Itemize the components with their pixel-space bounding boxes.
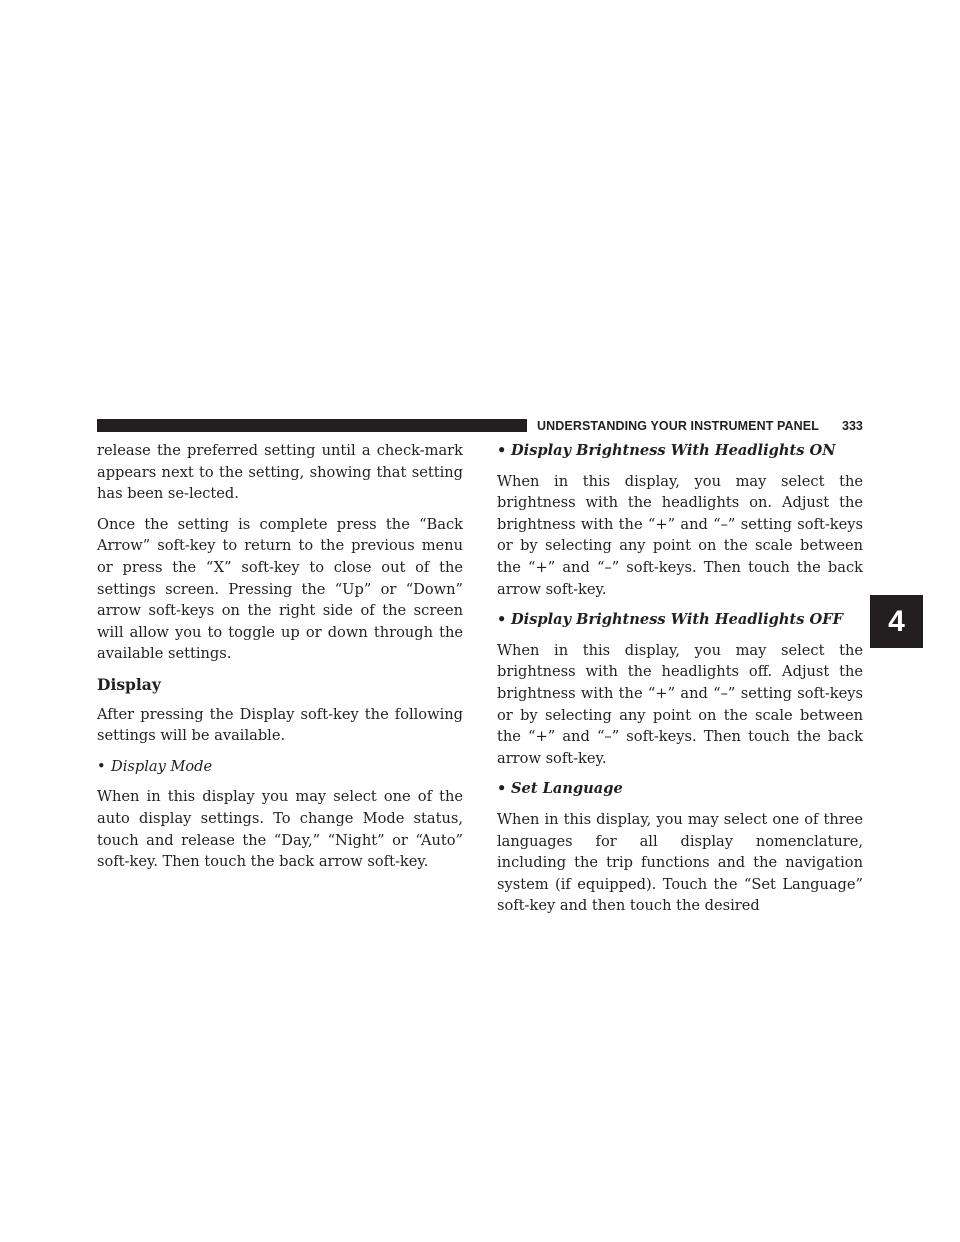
- left-column: [97, 440, 463, 882]
- bullet-set-language: [497, 778, 863, 800]
- bullet-label: Display Brightness With Headlights OFF: [511, 611, 843, 629]
- header-rule: [97, 419, 527, 432]
- bullet-dot-icon: •: [97, 757, 106, 775]
- paragraph-display-intro: After pressing the Display soft-key the following settings will be available.: [97, 705, 463, 745]
- chapter-tab: 4: [870, 595, 923, 648]
- running-header-title: UNDERSTANDING YOUR INSTRUMENT PANEL: [537, 419, 819, 433]
- paragraph-set-language: When in this display, you may select one of three languages for all display nomenclature, including the trip functions and the navigation system (if equipped). Touch the “Set Language” soft-key and then touch the desired: [497, 810, 863, 915]
- paragraph-brightness-off: When in this display, you may select the brightness with the headlights off. Adjust the brightness with the “+” and “–” setting soft-keys or by selecting any point on the scale between the “+” and “–” soft-keys. Then touch the back arrow soft-key.: [497, 641, 863, 767]
- paragraph-continuation: release the preferred setting until a check-mark appears next to the setting, showing that setting has been se-lected.: [97, 442, 463, 503]
- paragraph-brightness-on: When in this display, you may select the brightness with the headlights on. Adjust the brightness with the “+” and “–” setting soft-keys or by selecting any point on the scale between the “+” and “–” soft-keys. Then touch the back arrow soft-key.: [497, 472, 863, 598]
- bullet-label: Display Brightness With Headlights ON: [511, 442, 836, 459]
- bullet-brightness-off: [497, 609, 863, 631]
- bullet-dot-icon: •: [497, 442, 507, 459]
- bullet-display-mode: [97, 756, 463, 778]
- bullet-label: Set Language: [511, 780, 623, 798]
- bullet-label: Display Mode: [111, 757, 213, 775]
- bullet-dot-icon: •: [497, 780, 507, 798]
- right-column: [497, 440, 863, 926]
- paragraph-display-mode: When in this display you may select one of the auto display settings. To change Mode status, touch and release the “Day,” “Night” or “Auto” soft-key. Then touch the back arrow soft-key.: [97, 788, 463, 871]
- page-number: 333: [842, 419, 863, 433]
- section-heading-display: Display: [97, 674, 161, 694]
- bullet-dot-icon: •: [497, 611, 507, 629]
- bullet-brightness-on: [497, 440, 863, 462]
- paragraph-back-arrow: Once the setting is complete press the “Back Arrow” soft-key to return to the previous menu or press the “X” soft-key to close out of the settings screen. Pressing the “Up” or “Down” arrow soft-keys on the right side of the screen will allow you to toggle up or down through the available settings.: [97, 515, 463, 663]
